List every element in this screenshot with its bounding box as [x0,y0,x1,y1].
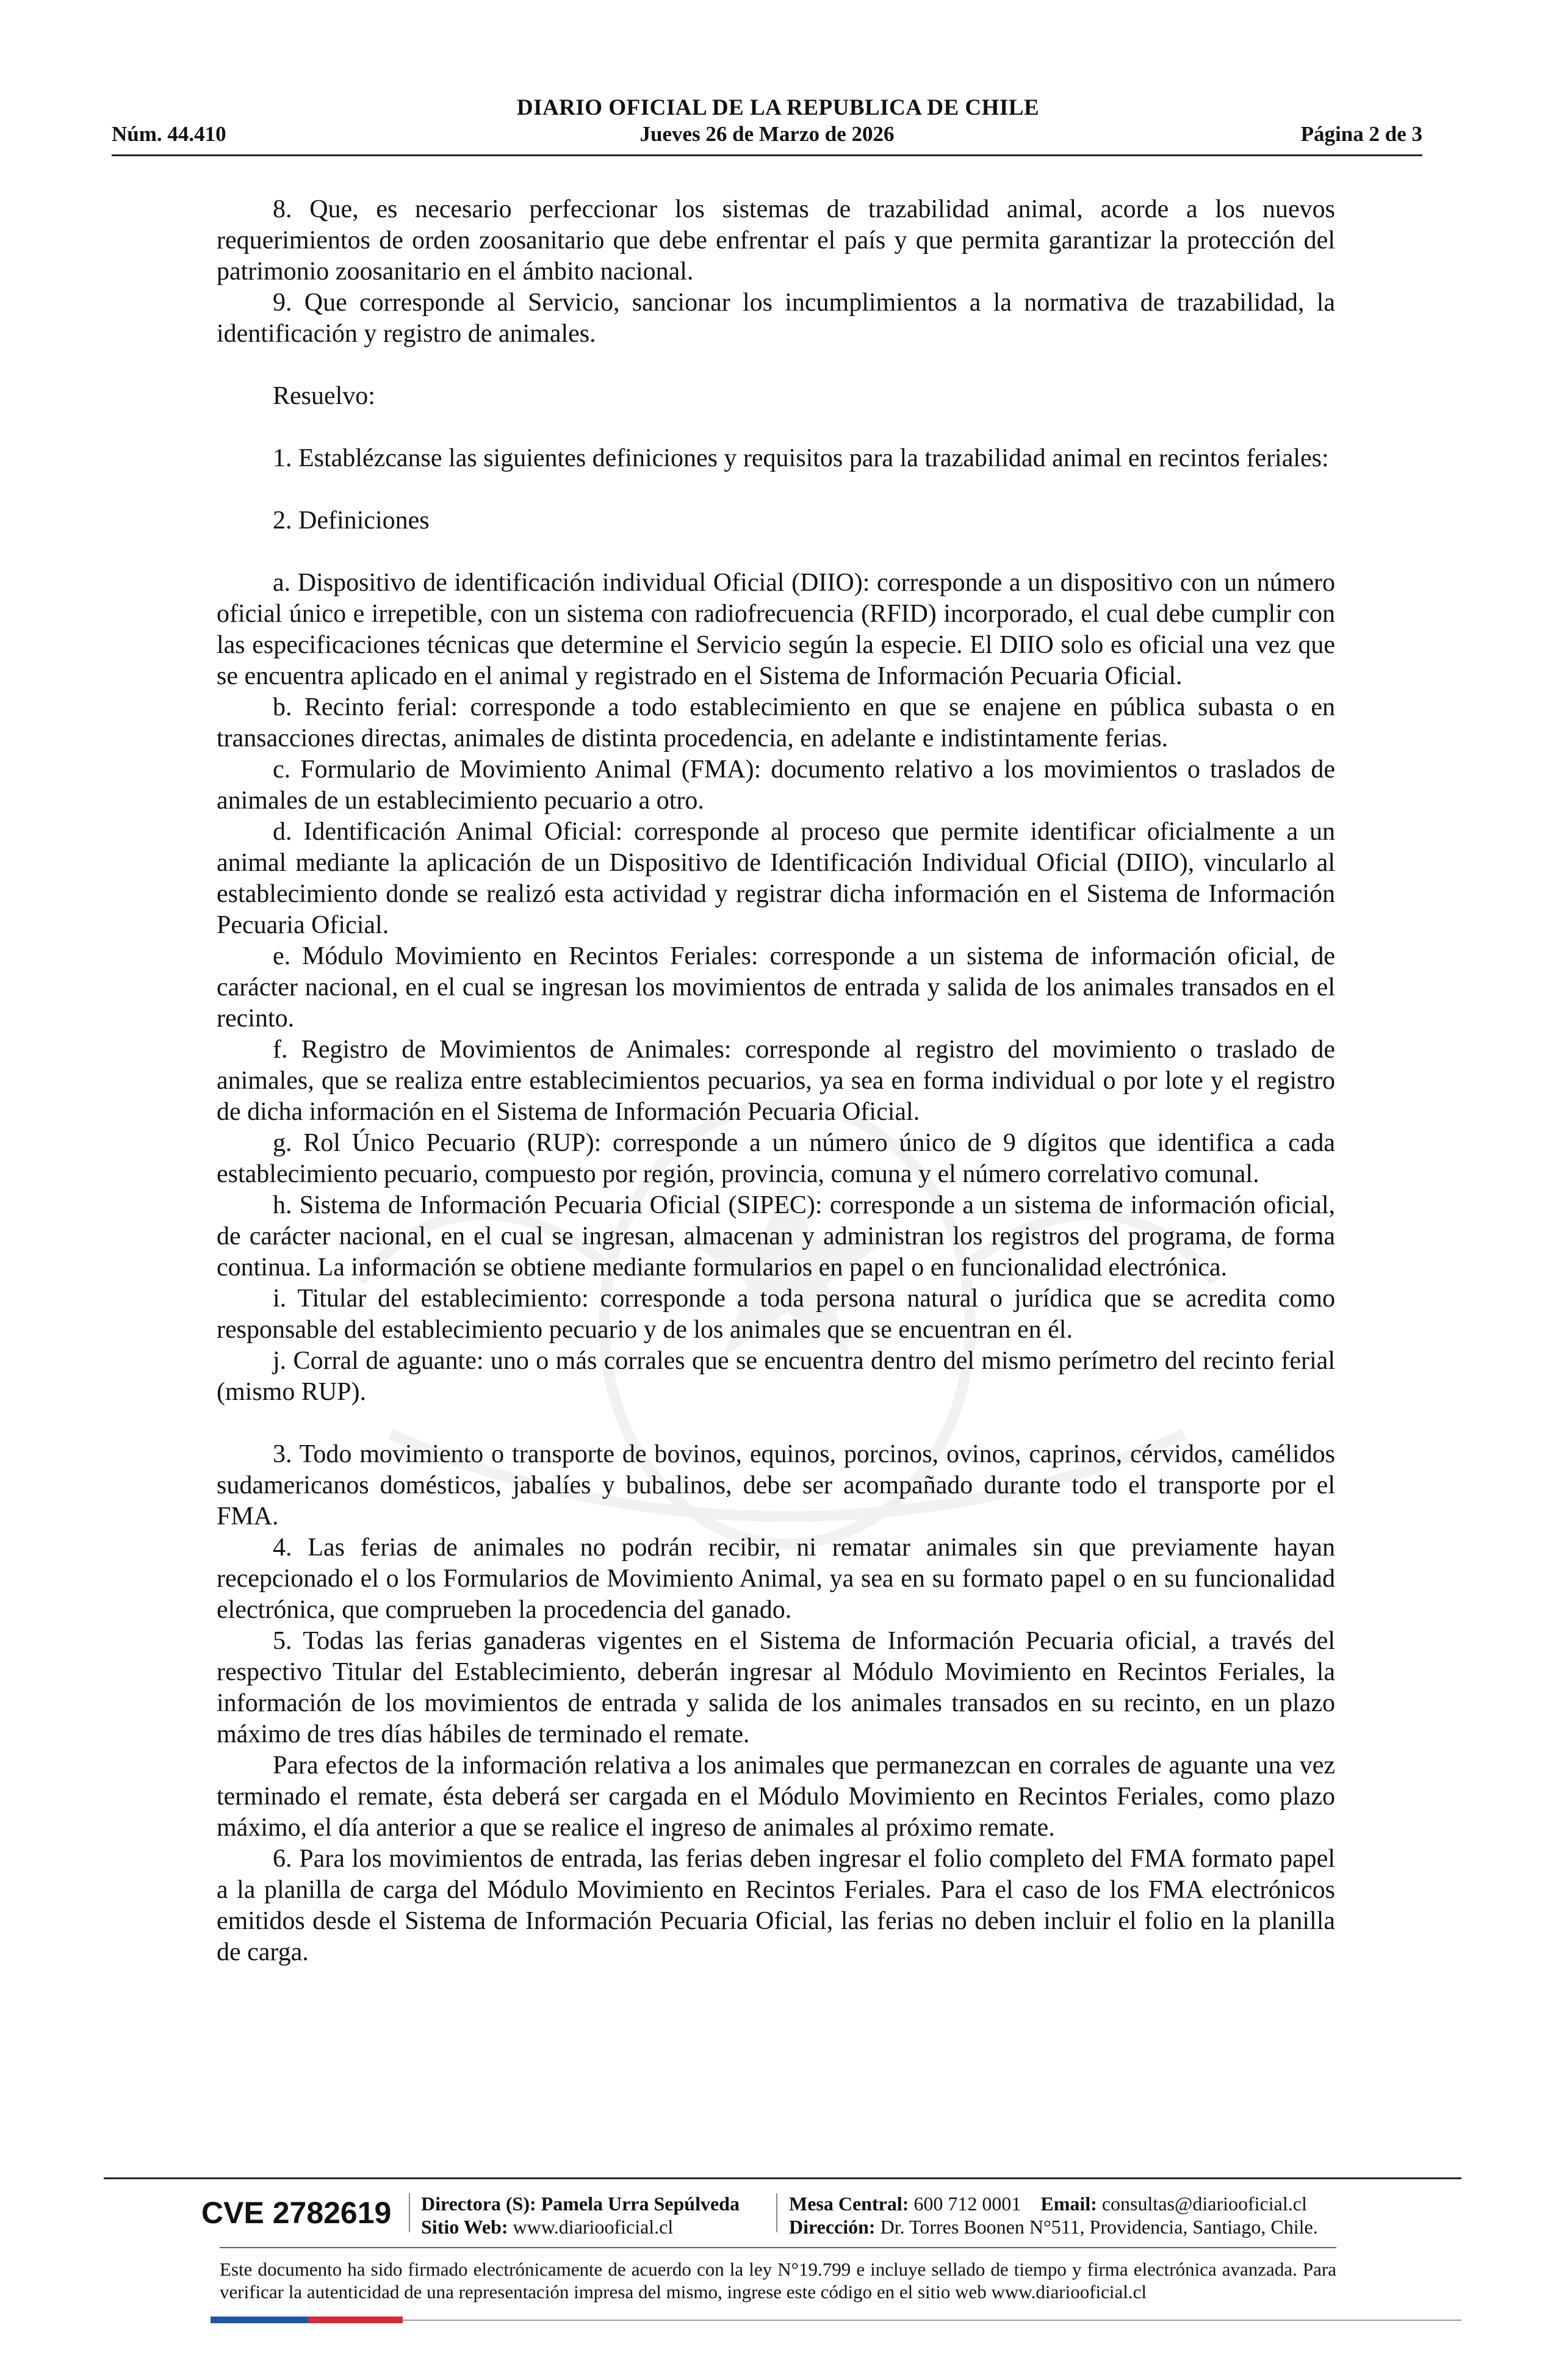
paragraph-considerando-8: 8. Que, es necesario perfeccionar los sistemas de trazabilidad animal, acorde a los nuevos requerimientos de orden zoosanitario que debe enfrentar el país y que permita garantizar la protección del patrimonio zoosanitario en el ámbito nacional. [217,195,1335,286]
footer-contact-block [789,2192,1318,2238]
web-label: Sitio Web: [421,2216,508,2238]
resuelvo-heading: Resuelvo: [273,382,375,410]
signature-disclaimer: Este documento ha sido firmado electrónicamente de acuerdo con la ley N°19.799 e incluye sellado de tiempo y firma electrónica avanzada. Para verificar la autenticidad de una representación impresa del mismo, ingrese este código en el sitio web www.diariooficial.cl [220,2259,1336,2302]
definition-i: i. Titular del establecimiento: corresponde a toda persona natural o jurídica que se acredita como responsable del establecimiento pecuario y de los animales que se encuentran en él. [217,1285,1335,1344]
address-label: Dirección: [789,2216,876,2238]
document-body [217,194,1335,1968]
definitions-heading: 2. Definiciones [273,507,430,535]
footer-divider-bottom [220,2247,1336,2248]
flag-stripe-blue [211,2317,308,2323]
definition-d: d. Identificación Animal Oficial: corresponde al proceso que permite identificar oficialmente a un animal mediante la aplicación de un Dispositivo de Identificación Individual Oficial (DIIO), vincularlo al establecimiento donde se realizó esta actividad y registrar dicha información en el Sistema de Información Pecuaria Oficial. [217,818,1335,939]
header-row [112,122,1422,151]
flag-stripe-red [308,2317,403,2323]
definition-j: j. Corral de aguante: uno o más corrales que se encuentra dentro del mismo perímetro del recinto ferial (mismo RUP). [217,1347,1335,1406]
footer-separator [409,2193,410,2232]
address-value: Dr. Torres Boonen N°511, Providencia, Santiago, Chile. [880,2216,1318,2238]
definition-f: f. Registro de Movimientos de Animales: corresponde al registro del movimiento o traslado de animales, que se realiza entre establecimientos pecuarios, ya sea en forma individual o por lote y el registro de dicha información en el Sistema de Información Pecuaria Oficial. [217,1036,1335,1126]
newspaper-title: DIARIO OFICIAL DE LA REPUBLICA DE CHILE [516,95,1040,120]
definition-b: b. Recinto ferial: corresponde a todo establecimiento en que se enajene en pública subasta o en transacciones directas, animales de distinta procedencia, en adelante e indistintamente ferias. [217,693,1335,752]
definition-a: a. Dispositivo de identificación individual Oficial (DIIO): corresponde a un dispositivo con un número oficial único e irrepetible, con un sistema con radiofrecuencia (RFID) incorporado, el cual debe cumplir con las especificaciones técnicas que determine el Servicio según la especie. El DIIO solo es oficial una vez que se encuentra aplicado en el animal y registrado en el Sistema de Información Pecuaria Oficial. [217,569,1335,690]
paragraph-resolution-6: 6. Para los movimientos de entrada, las ferias deben ingresar el folio completo del FMA formato papel a la planilla de carga del Módulo Movimiento en Recintos Feriales. Para el caso de los FMA electrónicos emitidos desde el Sistema de Información Pecuaria Oficial, las ferias no deben incluir el folio en la planilla de carga. [217,1845,1335,1966]
director-label: Directora (S): Pamela Urra Sepúlveda [421,2193,740,2215]
header-divider [112,154,1422,156]
issue-number: Núm. 44.410 [112,122,226,146]
mesa-phone: 600 712 0001 [913,2193,1021,2215]
paragraph-resolution-1: 1. Establézcanse las siguientes definiciones y requisitos para la trazabilidad animal en recintos feriales: [273,444,1329,472]
paragraph-resolution-4: 4. Las ferias de animales no podrán recibir, ni rematar animales sin que previamente hayan recepcionado el o los Formularios de Movimiento Animal, ya sea en su formato papel o en su funcionalidad electrónica, que comprueben la procedencia del ganado. [217,1534,1335,1624]
paragraph-resolution-5: 5. Todas las ferias ganaderas vigentes en el Sistema de Información Pecuaria oficial, a través del respectivo Titular del Establecimiento, deberán ingresar al Módulo Movimiento en Recintos Feriales, la información de los movimientos de entrada y salida de los animales transados en su recinto, en un plazo máximo de tres días hábiles de terminado el remate. [217,1627,1335,1748]
definition-e: e. Módulo Movimiento en Recintos Feriales: corresponde a un sistema de información oficial, de carácter nacional, en el cual se ingresan los movimientos de entrada y salida de los animales transados en el recinto. [217,942,1335,1033]
definition-h: h. Sistema de Información Pecuaria Oficial (SIPEC): corresponde a un sistema de información oficial, de carácter nacional, en el cual se ingresan, almacenan y administran los registros del programa, de forma continua. La información se obtiene mediante formularios en papel o en funcionalidad electrónica. [217,1191,1335,1282]
flag-stripe-line [403,2320,1461,2321]
page-indicator: Página 2 de 3 [1300,122,1422,146]
paragraph-resolution-3: 3. Todo movimiento o transporte de bovinos, equinos, porcinos, ovinos, caprinos, cérvidos, camélidos sudamericanos domésticos, jabalíes y bubalinos, debe ser acompañado durante todo el transporte por el FMA. [217,1440,1335,1531]
email-link[interactable]: consultas@diariooficial.cl [1101,2193,1307,2215]
web-link[interactable]: www.diariooficial.cl [513,2216,674,2238]
paragraph-resolution-5-continued: Para efectos de la información relativa a los animales que permanezcan en corrales de aguante una vez terminado el remate, ésta deberá ser cargada en el Módulo Movimiento en Recintos Feriales, como plazo máximo, el día anterior a que se realice el ingreso de animales al próximo remate. [217,1751,1335,1842]
mesa-label: Mesa Central: [789,2193,909,2215]
footer-separator [776,2193,777,2232]
cve-code: CVE 2782619 [201,2196,392,2230]
definition-g: g. Rol Único Pecuario (RUP): corresponde a un número único de 9 dígitos que identifica a cada establecimiento pecuario, compuesto por región, provincia, comuna y el número correlativo comunal. [217,1129,1335,1188]
email-label: Email: [1040,2193,1097,2215]
footer-director-block [421,2192,740,2238]
paragraph-considerando-9: 9. Que corresponde al Servicio, sancionar los incumplimientos a la normativa de trazabilidad, la identificación y registro de animales. [217,289,1335,348]
issue-date: Jueves 26 de Marzo de 2026 [639,122,895,146]
definition-c: c. Formulario de Movimiento Animal (FMA): documento relativo a los movimientos o traslados de animales de un establecimiento pecuario a otro. [217,755,1335,815]
footer-divider-top [104,2177,1461,2179]
